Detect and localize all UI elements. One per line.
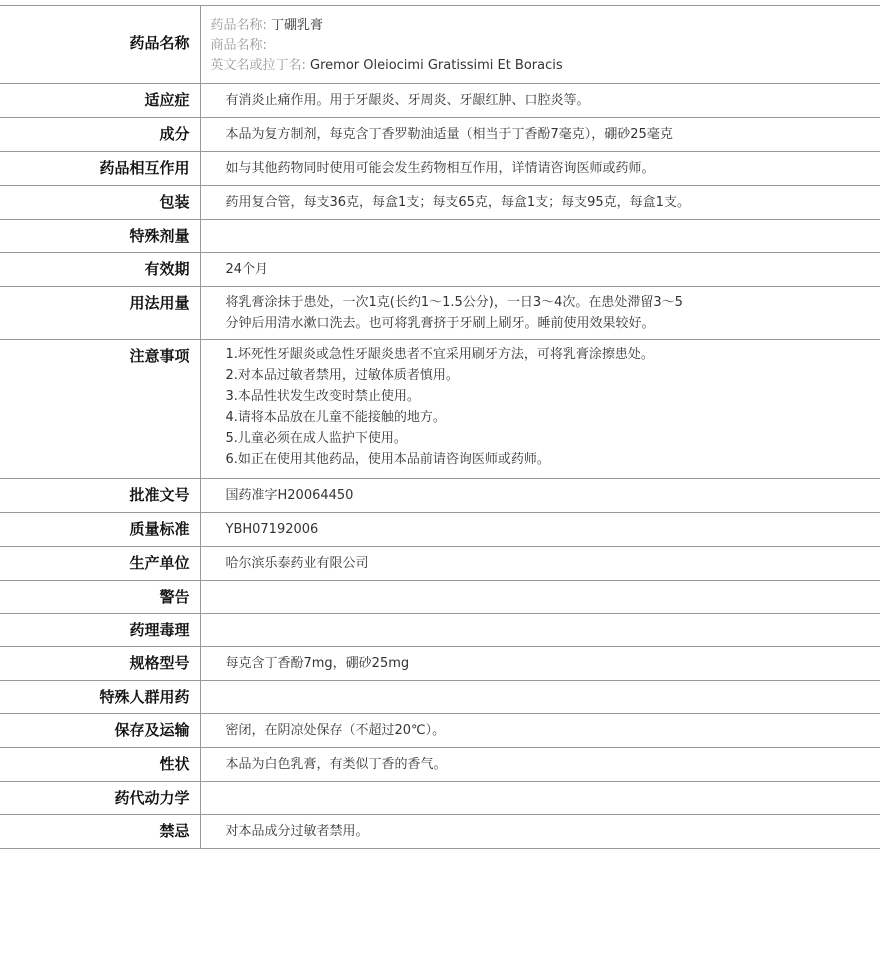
usage-line: 分钟后用清水漱口洗去。也可将乳膏挤于牙刷上刷牙。睡前使用效果较好。 <box>225 316 655 331</box>
row-indications <box>0 84 880 118</box>
label-appearance: 性状 <box>0 748 200 782</box>
trade-name-key: 商品名称: <box>210 38 267 53</box>
row-pharmacology <box>0 614 880 647</box>
label-indications: 适应症 <box>0 84 200 118</box>
row-pharmacokinetics <box>0 782 880 815</box>
row-interactions <box>0 152 880 186</box>
precaution-item: 5.儿童必须在成人监护下使用。 <box>225 431 407 446</box>
row-contraindications <box>0 815 880 849</box>
row-packaging <box>0 186 880 220</box>
label-ingredients: 成分 <box>0 118 200 152</box>
row-storage <box>0 714 880 748</box>
label-contraindications: 禁忌 <box>0 815 200 849</box>
label-precautions: 注意事项 <box>0 340 200 479</box>
value-special-dosage <box>200 220 880 253</box>
value-approval-no: 国药准字H20064450 <box>200 479 880 513</box>
value-appearance: 本品为白色乳膏，有类似丁香的香气。 <box>200 748 880 782</box>
row-quality-standard <box>0 513 880 547</box>
value-pharmacology <box>200 614 880 647</box>
label-expiry: 有效期 <box>0 253 200 287</box>
label-storage: 保存及运输 <box>0 714 200 748</box>
value-interactions: 如与其他药物同时使用可能会发生药物相互作用，详情请咨询医师或药师。 <box>200 152 880 186</box>
row-warning <box>0 581 880 614</box>
row-manufacturer <box>0 547 880 581</box>
row-specification <box>0 647 880 681</box>
value-packaging: 药用复合管，每支36克，每盒1支；每支65克，每盒1支；每支95克，每盒1支。 <box>200 186 880 220</box>
english-name-line <box>211 56 871 76</box>
label-pharmacology: 药理毒理 <box>0 614 200 647</box>
trade-name-line <box>211 36 871 56</box>
row-special-population <box>0 681 880 714</box>
usage-line: 将乳膏涂抹于患处，一次1克(长约1～1.5公分)，一日3～4次。在患处滞留3～5 <box>225 295 683 310</box>
label-warning: 警告 <box>0 581 200 614</box>
generic-name-value: 丁硼乳膏 <box>271 18 324 33</box>
label-quality-standard: 质量标准 <box>0 513 200 547</box>
row-ingredients <box>0 118 880 152</box>
row-precautions <box>0 340 880 479</box>
precaution-item: 3.本品性状发生改变时禁止使用。 <box>225 389 420 404</box>
value-indications: 有消炎止痛作用。用于牙龈炎、牙周炎、牙龈红肿、口腔炎等。 <box>200 84 880 118</box>
value-usage <box>200 287 880 340</box>
label-pharmacokinetics: 药代动力学 <box>0 782 200 815</box>
label-interactions: 药品相互作用 <box>0 152 200 186</box>
value-special-population <box>200 681 880 714</box>
value-warning <box>200 581 880 614</box>
value-pharmacokinetics <box>200 782 880 815</box>
value-expiry: 24个月 <box>200 253 880 287</box>
value-manufacturer: 哈尔滨乐泰药业有限公司 <box>200 547 880 581</box>
value-contraindications: 对本品成分过敏者禁用。 <box>200 815 880 849</box>
precaution-item: 1.坏死性牙龈炎或急性牙龈炎患者不宜采用刷牙方法，可将乳膏涂擦患处。 <box>225 347 654 362</box>
row-special-dosage <box>0 220 880 253</box>
label-usage: 用法用量 <box>0 287 200 340</box>
label-specification: 规格型号 <box>0 647 200 681</box>
drug-info-table <box>0 5 880 849</box>
value-quality-standard: YBH07192006 <box>200 513 880 547</box>
row-approval-no <box>0 479 880 513</box>
value-storage: 密闭，在阴凉处保存（不超过20℃）。 <box>200 714 880 748</box>
english-name-key: 英文名或拉丁名: <box>210 58 306 73</box>
label-special-dosage: 特殊剂量 <box>0 220 200 253</box>
generic-name-key: 药品名称: <box>210 18 267 33</box>
label-manufacturer: 生产单位 <box>0 547 200 581</box>
row-drug-name <box>0 6 880 84</box>
row-expiry <box>0 253 880 287</box>
value-precautions <box>200 340 880 479</box>
row-usage <box>0 287 880 340</box>
precaution-item: 6.如正在使用其他药品，使用本品前请咨询医师或药师。 <box>225 452 550 467</box>
precaution-item: 2.对本品过敏者禁用，过敏体质者慎用。 <box>225 368 459 383</box>
label-packaging: 包装 <box>0 186 200 220</box>
english-name-value: Gremor Oleiocimi Gratissimi Et Boracis <box>310 58 563 73</box>
label-drug-name: 药品名称 <box>0 6 200 84</box>
precaution-item: 4.请将本品放在儿童不能接触的地方。 <box>225 410 446 425</box>
label-approval-no: 批准文号 <box>0 479 200 513</box>
row-appearance <box>0 748 880 782</box>
value-specification: 每克含丁香酚7mg，硼砂25mg <box>200 647 880 681</box>
value-drug-name <box>200 6 880 84</box>
label-special-population: 特殊人群用药 <box>0 681 200 714</box>
value-ingredients: 本品为复方制剂，每克含丁香罗勒油适量（相当于丁香酚7毫克），硼砂25毫克 <box>200 118 880 152</box>
generic-name-line <box>211 16 871 36</box>
